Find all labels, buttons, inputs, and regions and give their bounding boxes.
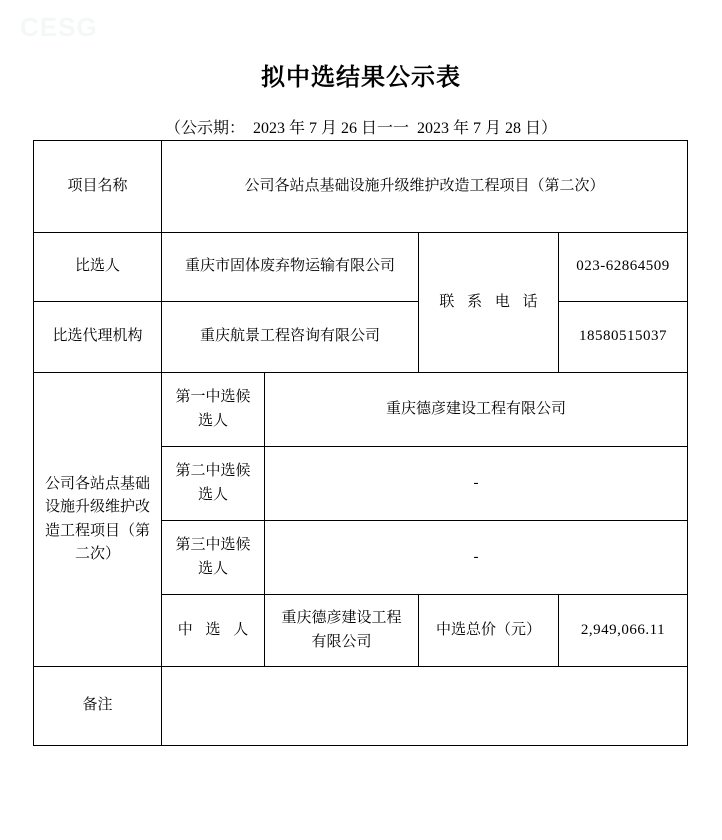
table-row — [34, 141, 688, 233]
winner-value: 重庆德彦建设工程有限公司 — [265, 595, 419, 667]
candidate2-label: 第二中选候选人 — [162, 447, 265, 521]
publicity-period: （公示期： 2023 年 7 月 26 日一一 2023 年 7 月 28 日） — [164, 120, 557, 137]
bidder-label: 比选人 — [34, 233, 162, 302]
bidder-value: 重庆市固体废弃物运输有限公司 — [162, 233, 419, 302]
project-name-value: 公司各站点基础设施升级维护改造工程项目（第二次） — [162, 141, 688, 233]
agency-label: 比选代理机构 — [34, 302, 162, 373]
cesg-watermark: CESG — [20, 12, 98, 42]
candidate1-label: 第一中选候选人 — [162, 373, 265, 447]
agency-value: 重庆航景工程咨询有限公司 — [162, 302, 419, 373]
project-name-label: 项目名称 — [34, 141, 162, 233]
contact-phone-label: 联 系 电 话 — [419, 233, 559, 373]
table-row — [34, 667, 688, 746]
remarks-label: 备注 — [34, 667, 162, 746]
candidate2-value: - — [265, 447, 688, 521]
candidate3-label: 第三中选候选人 — [162, 521, 265, 595]
project-group-label: 公司各站点基础设施升级维护改造工程项目（第二次） — [34, 373, 162, 667]
remarks-value — [162, 667, 688, 746]
winner-label: 中 选 人 — [162, 595, 265, 667]
table-row — [34, 233, 688, 302]
total-price-label: 中选总价（元） — [419, 595, 559, 667]
candidate3-value: - — [265, 521, 688, 595]
page-title: 拟中选结果公示表 — [261, 65, 461, 91]
result-table — [33, 140, 688, 746]
total-price-value: 2,949,066.11 — [559, 595, 688, 667]
agency-phone-value: 18580515037 — [559, 302, 688, 373]
bidder-phone-value: 023-62864509 — [559, 233, 688, 302]
table-row — [34, 373, 688, 447]
table-row — [34, 302, 688, 373]
candidate1-value: 重庆德彦建设工程有限公司 — [265, 373, 688, 447]
